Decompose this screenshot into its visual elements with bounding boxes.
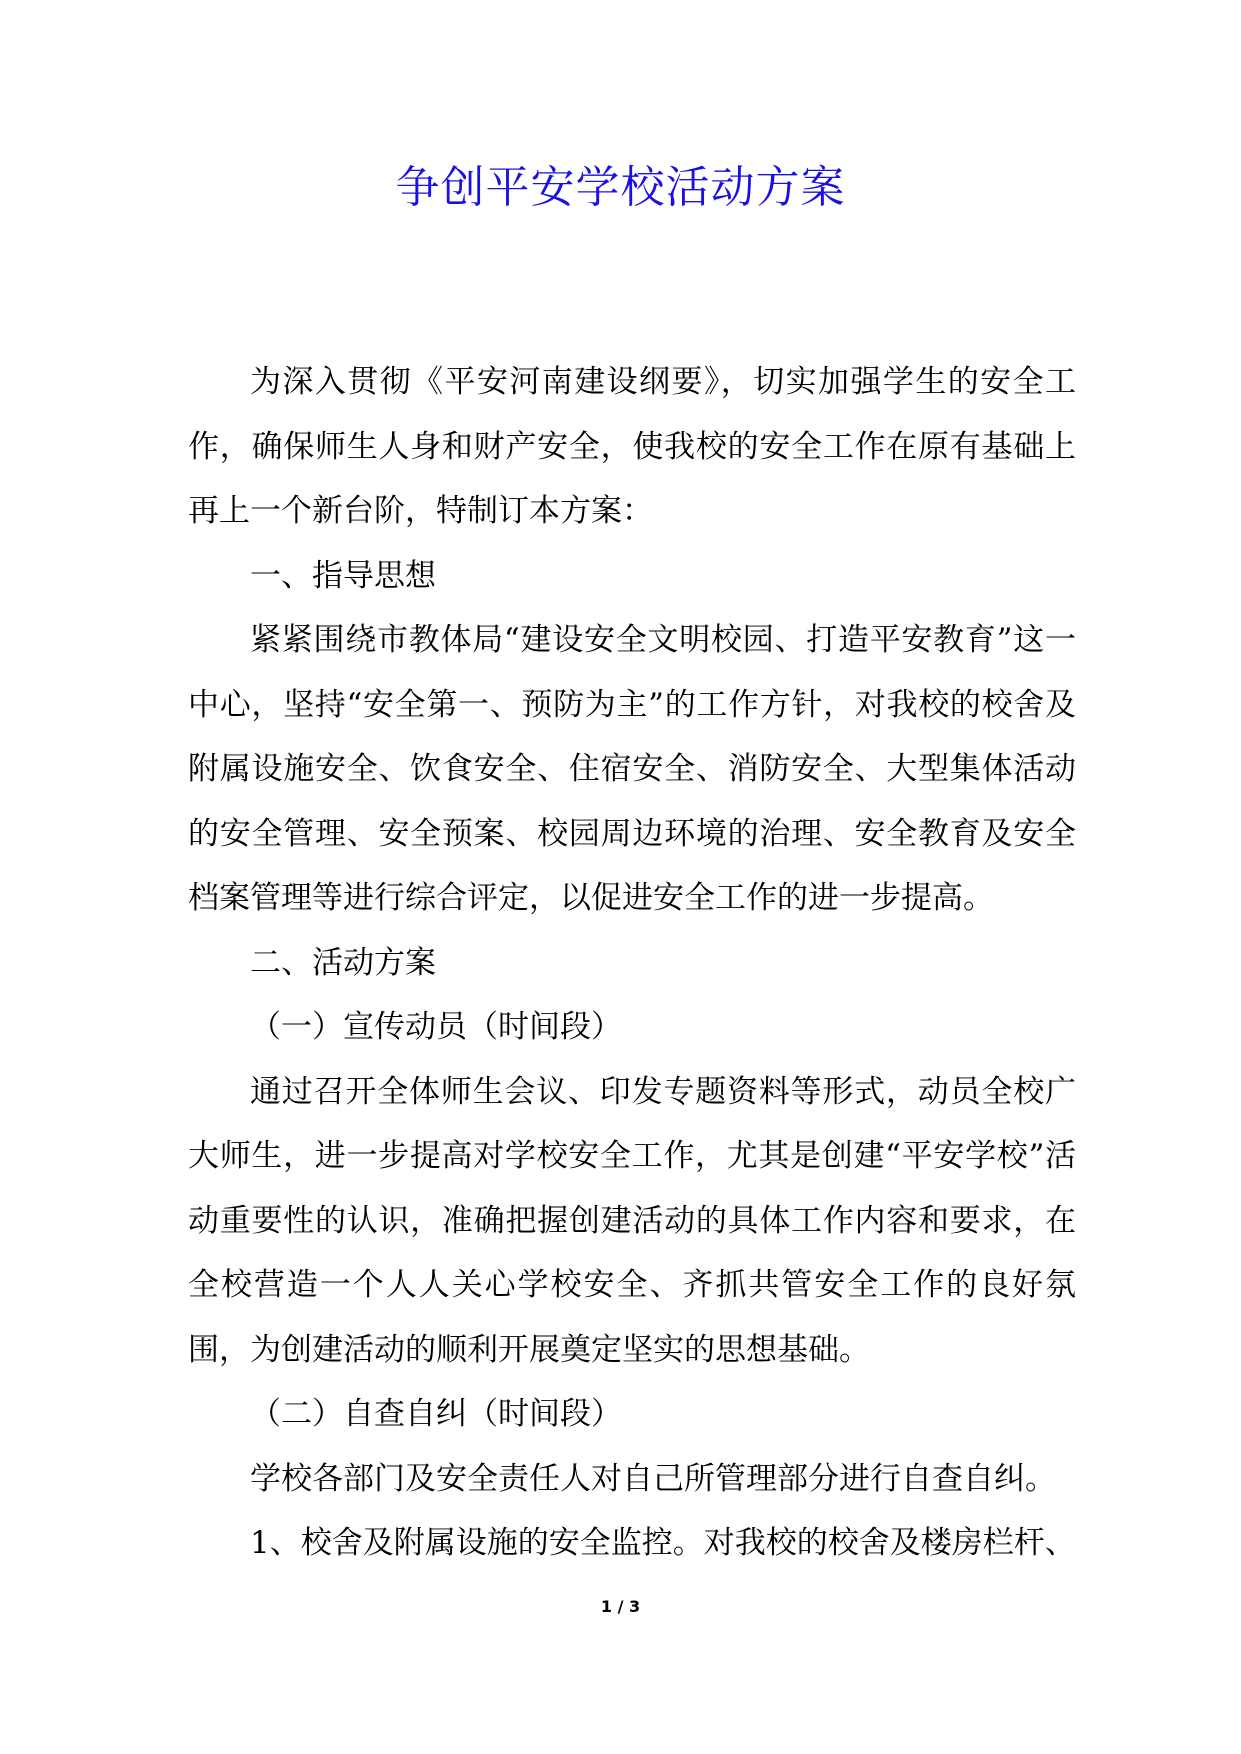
paragraph-intro: 为深入贯彻《平安河南建设纲要》，切实加强学生的安全工作，确保师生人身和财产安全，使我校的安全工作在原有基础上再上一个新台阶，特制订本方案：	[188, 364, 1076, 529]
paragraph-publicity: 通过召开全体师生会议、印发专题资料等形式，动员全校广大师生，进一步提高对学校安全工作，尤其是创建“平安学校”活动重要性的认识，准确把握创建活动的具体工作内容和要求，在全校营造一个人人关心学校安全、齐抓共管安全工作的良好氛围，为创建活动的顺利开展奠定坚实的思想基础。	[188, 1073, 1076, 1368]
paragraph-guiding-ideology: 紧紧围绕市教体局“建设安全文明校园、打造平安教育”这一中心，坚持“安全第一、预防为主”的工作方针，对我校的校舍及附属设施安全、饮食安全、住宿安全、消防安全、大型集体活动的安全管理、安全预案、校园周边环境的治理、安全教育及安全档案管理等进行综合评定，以促进安全工作的进一步提高。	[188, 622, 1076, 916]
paragraph-self-inspection: 学校各部门及安全责任人对自己所管理部分进行自查自纠。	[250, 1460, 1056, 1497]
heading-activity-plan: 二、活动方案	[250, 944, 436, 981]
heading-guiding-ideology: 一、指导思想	[250, 557, 436, 594]
subheading-self-inspection: （二）自查自纠（时间段）	[250, 1396, 622, 1432]
page-number: 1 / 3	[600, 1597, 641, 1616]
paragraph-item-1: 1、校舍及附属设施的安全监控。对我校的校舍及楼房栏杆、	[250, 1525, 1076, 1561]
subheading-publicity: （一）宣传动员（时间段）	[250, 1009, 622, 1045]
document-body	[188, 350, 1076, 1576]
document-title: 争创平安学校活动方案	[395, 162, 846, 213]
